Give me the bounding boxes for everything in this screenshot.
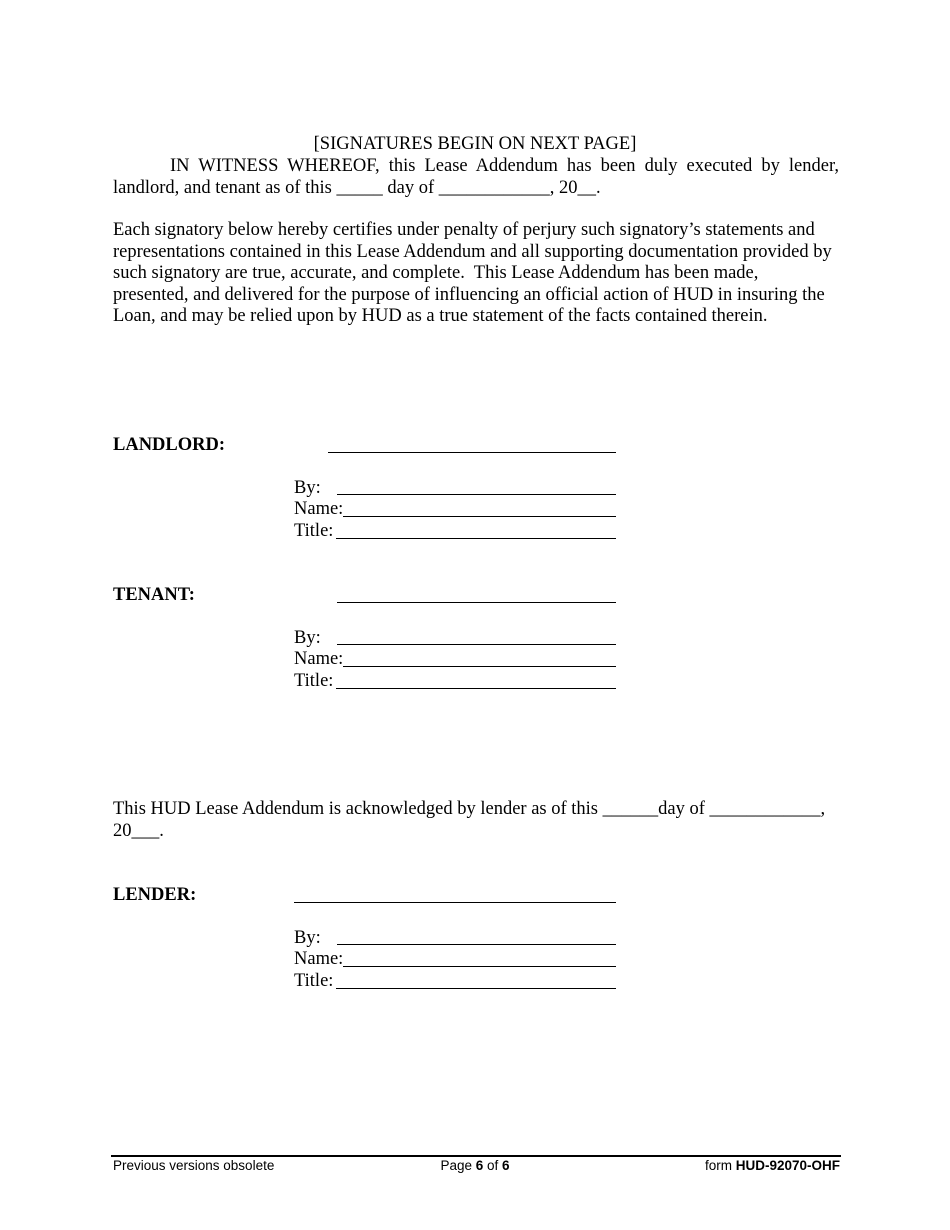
landlord-signature-line[interactable] bbox=[328, 452, 616, 453]
landlord-title-label: Title: bbox=[294, 521, 334, 541]
landlord-title-line[interactable] bbox=[336, 538, 616, 539]
lender-by-label: By: bbox=[294, 928, 321, 948]
footer-left-note: Previous versions obsolete bbox=[113, 1158, 275, 1173]
form-prefix: form bbox=[704, 1158, 736, 1173]
landlord-name-label: Name: bbox=[294, 499, 344, 519]
tenant-name-line[interactable] bbox=[343, 666, 616, 667]
certification-line: representations contained in this Lease Addendum and all supporting documentation provided by bbox=[113, 242, 832, 262]
landlord-label: LANDLORD: bbox=[113, 435, 226, 455]
lender-name-line[interactable] bbox=[343, 966, 616, 967]
lender-by-line[interactable] bbox=[337, 944, 616, 945]
tenant-by-line[interactable] bbox=[337, 644, 616, 645]
lender-title-label: Title: bbox=[294, 971, 334, 991]
lender-name-label: Name: bbox=[294, 949, 344, 969]
page-current: 6 bbox=[475, 1158, 484, 1173]
landlord-by-label: By: bbox=[294, 478, 321, 498]
witness-line-2: landlord, and tenant as of this _____ day of ____________, 20__. bbox=[113, 178, 601, 198]
landlord-by-line[interactable] bbox=[337, 494, 616, 495]
certification-line: such signatory are true, accurate, and complete. This Lease Addendum has been made, bbox=[113, 263, 759, 283]
tenant-label: TENANT: bbox=[113, 585, 195, 605]
tenant-signature-line[interactable] bbox=[337, 602, 616, 603]
page-total: 6 bbox=[502, 1158, 510, 1173]
lender-label: LENDER: bbox=[113, 885, 197, 905]
witness-line-1: IN WITNESS WHEREOF, this Lease Addendum has been duly executed by lender, bbox=[170, 156, 839, 176]
lender-signature-line[interactable] bbox=[294, 902, 616, 903]
landlord-name-line[interactable] bbox=[343, 516, 616, 517]
footer-rule bbox=[111, 1155, 841, 1157]
certification-line: presented, and delivered for the purpose of influencing an official action of HUD in insuring the bbox=[113, 285, 825, 305]
signatures-notice: [SIGNATURES BEGIN ON NEXT PAGE] bbox=[313, 134, 637, 154]
page-prefix: Page bbox=[440, 1158, 476, 1173]
acknowledgment-line-1: This HUD Lease Addendum is acknowledged by lender as of this ______day of ____________, bbox=[113, 799, 826, 819]
tenant-name-label: Name: bbox=[294, 649, 344, 669]
certification-line: Each signatory below hereby certifies under penalty of perjury such signatory’s statements and bbox=[113, 220, 815, 240]
page-of: of bbox=[483, 1158, 503, 1173]
footer-form-number bbox=[705, 1158, 840, 1174]
lender-title-line[interactable] bbox=[336, 988, 616, 989]
form-number: HUD-92070-OHF bbox=[735, 1158, 840, 1173]
certification-line: Loan, and may be relied upon by HUD as a true statement of the facts contained therein. bbox=[113, 306, 768, 326]
tenant-by-label: By: bbox=[294, 628, 321, 648]
tenant-title-label: Title: bbox=[294, 671, 334, 691]
tenant-title-line[interactable] bbox=[336, 688, 616, 689]
acknowledgment-line-2: 20___. bbox=[113, 821, 164, 841]
